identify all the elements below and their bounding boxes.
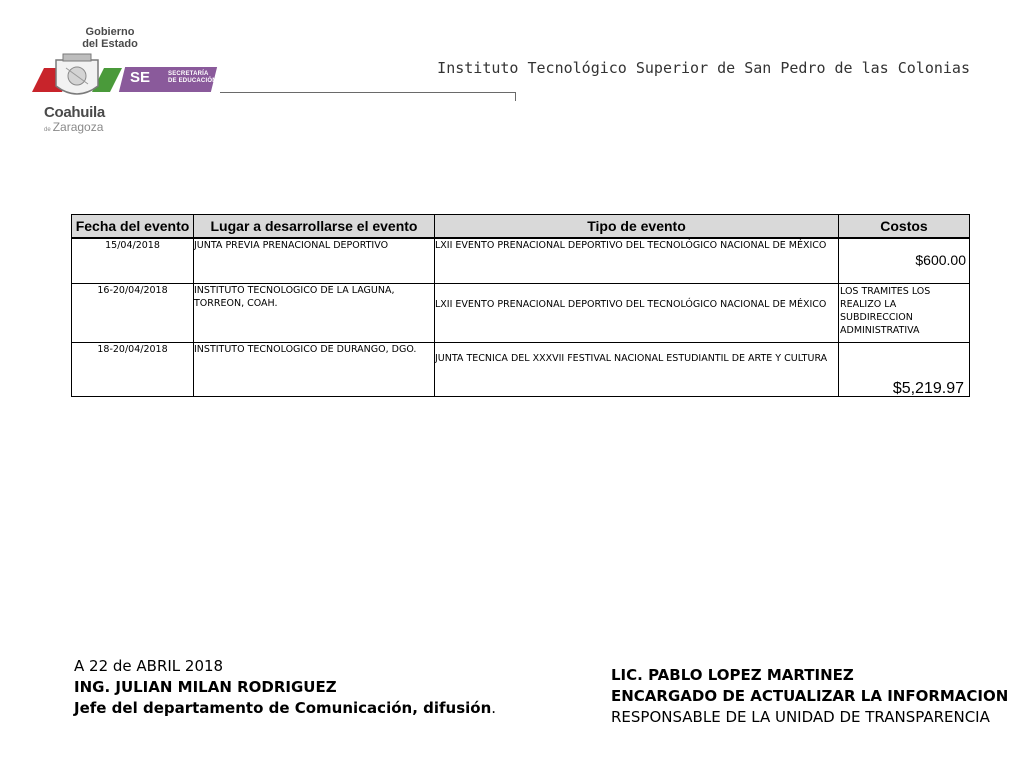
cell-type: LXII EVENTO PRENACIONAL DEPORTIVO DEL TECNOLÓGICO NACIONAL DE MÉXICO [435,238,839,284]
col-header-type: Tipo de evento [435,215,839,239]
signature-left-role-line [74,698,496,719]
logo-coahuila-text: Coahuila [44,104,105,121]
cell-date: 15/04/2018 [72,238,194,284]
se-sub1: SECRETARÍA [168,71,209,77]
cell-place-text: INSTITUTO TECNOLOGICO DE DURANGO, DGO. [194,344,417,355]
institute-name: Instituto Tecnológico Superior de San Pedro de las Colonias [437,59,970,77]
se-subtitle [168,71,217,85]
logo-zaragoza: Zaragoza [52,120,104,134]
coahuila-logo [30,24,220,136]
cell-cost-text: $5,219.97 [892,380,964,397]
signature-left-name: ING. JULIAN MILAN RODRIGUEZ [74,678,337,696]
cell-cost-text: $600.00 [915,252,966,268]
logo-line1: Gobierno [85,26,135,38]
cell-place [194,343,435,397]
cell-cost [839,343,970,397]
table-row [72,343,970,397]
signature-right-name: LIC. PABLO LOPEZ MARTINEZ [611,666,854,684]
signature-left-role-suffix: . [491,699,497,717]
logo-line2: del Estado [82,38,138,50]
col-header-date: Fecha del evento [72,215,194,239]
table-header-row [72,215,970,239]
se-sub2: DE EDUCACIÓN [168,78,217,84]
cell-cost [839,238,970,284]
signature-left [74,656,496,719]
signature-date: A 22 de ABRIL 2018 [74,657,224,675]
header-divider-tick [515,92,516,101]
table-row [72,238,970,284]
table-row [72,284,970,343]
col-header-place: Lugar a desarrollarse el evento [194,215,435,239]
col-header-cost: Costos [839,215,970,239]
cell-place-text: INSTITUTO TECNOLOGICO DE LA LAGUNA, TORREON, COAH. [194,285,395,309]
logo-de: de [44,127,51,133]
cell-place-text: JUNTA PREVIA PRENACIONAL DEPORTIVO [194,240,389,251]
cell-type: LXII EVENTO PRENACIONAL DEPORTIVO DEL TECNOLÓGICO NACIONAL DE MÉXICO [435,284,839,343]
cell-cost [839,284,970,343]
logo-zaragoza-text [44,120,103,134]
signature-left-role: Jefe del departamento de Comunicación, difusión [74,699,492,717]
cell-place [194,238,435,284]
signature-right [611,665,1008,728]
signature-right-role: ENCARGADO DE ACTUALIZAR LA INFORMACION [611,687,1009,705]
cell-type: JUNTA TECNICA DEL XXXVII FESTIVAL NACIONAL ESTUDIANTIL DE ARTE Y CULTURA [435,343,839,397]
header-divider [220,92,516,93]
cell-cost-note: LOS TRAMITES LOS REALIZO LA SUBDIRECCION ADMINISTRATIVA [840,286,931,336]
cell-date: 18-20/04/2018 [72,343,194,397]
events-table [71,214,970,397]
cell-place [194,284,435,343]
se-label: SE [130,69,151,86]
cell-date: 16-20/04/2018 [72,284,194,343]
signature-right-unit: RESPONSABLE DE LA UNIDAD DE TRANSPARENCIA [611,708,990,726]
